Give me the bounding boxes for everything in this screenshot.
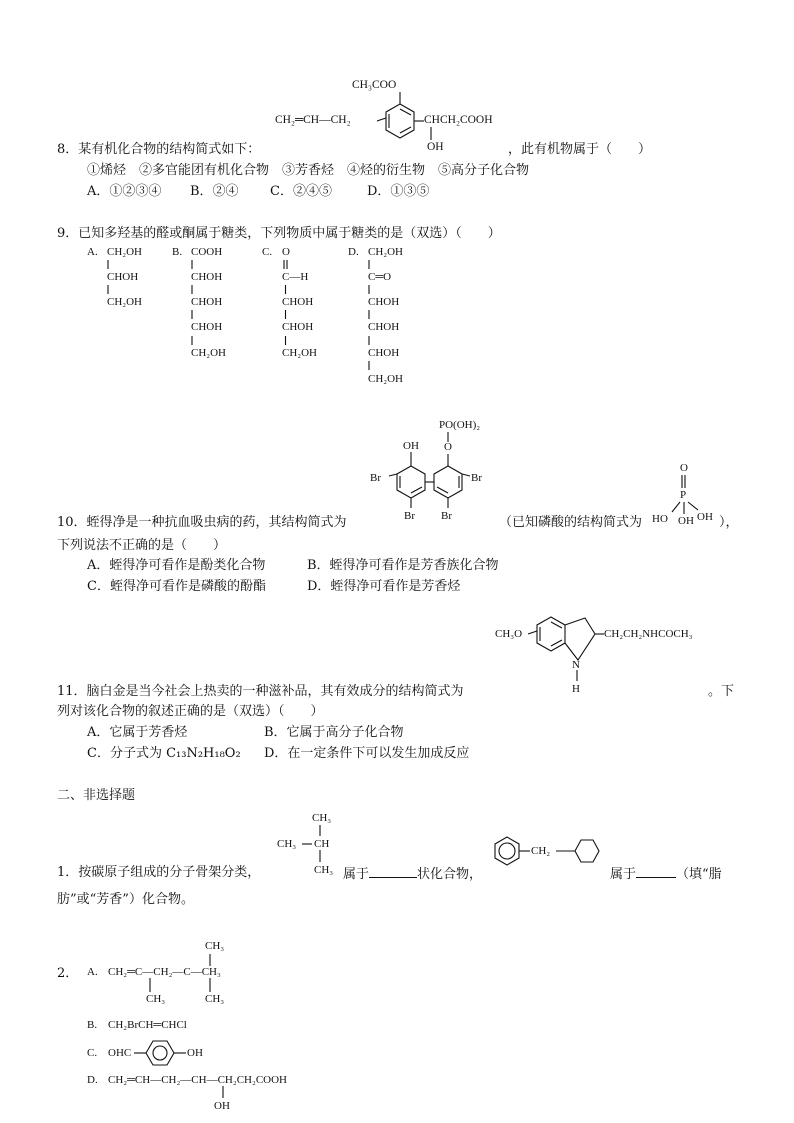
label-text: 属于: [610, 867, 637, 882]
oxygen-atom: O: [282, 246, 290, 258]
methyl-branch: CH₃: [146, 993, 166, 1005]
option-label: C.: [87, 1047, 98, 1059]
side-chain: CHCH₂COOH: [424, 114, 493, 126]
chain-line: CHOH: [191, 271, 223, 283]
q8-option-c[interactable]: C．②④⑤: [270, 184, 332, 199]
q8-stem-tail: ，此有机物属于（ ）: [508, 142, 652, 157]
q8-option-b[interactable]: B．②④: [190, 184, 239, 199]
chain-line: CHOH: [368, 347, 400, 359]
hydroxyl-group: OH: [697, 511, 713, 523]
bromine-atom: Br: [370, 472, 381, 484]
q10-option-d[interactable]: D．蛭得净可看作是芳香烃: [307, 579, 461, 594]
label-text: （填“脂: [676, 867, 722, 882]
q10-line2: 下列说法不正确的是（ ）: [57, 538, 227, 553]
q11-line2: 列对该化合物的叙述正确的是（双选）（ ）: [57, 704, 324, 719]
methine-group: CH: [314, 838, 330, 850]
methyl-branch: CH₃: [205, 993, 225, 1005]
methyl-branch: CH₃: [205, 940, 225, 952]
chain-line: CHOH: [191, 321, 223, 333]
chain-line: CH₂OH: [107, 246, 143, 258]
q8-stem: 8．某有机化合物的结构简式如下：: [57, 142, 261, 157]
formula-main: CH₂═C—CH₂—C—CH₃: [108, 966, 221, 978]
chain-line: CH₂OH: [107, 296, 143, 308]
option-label: D.: [348, 246, 359, 258]
bromine-atom: Br: [404, 510, 415, 522]
option-label: C.: [262, 246, 273, 258]
phosphorus-atom: P: [680, 489, 687, 501]
bromine-atom: Br: [441, 510, 452, 522]
chain-line: CHOH: [191, 296, 223, 308]
q11-stem: 11．脑白金是当今社会上热卖的一种滋补品，其有效成分的结构简式为: [57, 684, 464, 699]
option-label: A.: [87, 246, 98, 258]
bromine-atom: Br: [471, 472, 482, 484]
oxygen-atom: O: [680, 462, 688, 474]
methylene-group: CH₂: [531, 845, 551, 857]
hydroxyl-group: HO: [652, 513, 668, 525]
q11-option-b[interactable]: B．它属于高分子化合物: [264, 725, 404, 740]
q10-option-b[interactable]: B．蛭得净可看作是芳香族化合物: [307, 558, 499, 573]
chain-line: CH₂OH: [191, 347, 227, 359]
methyl-group: CH₃: [314, 864, 334, 876]
label-text: 属于: [343, 867, 370, 882]
aldehyde-group: OHC: [108, 1047, 132, 1059]
methyl-group: CH₃: [277, 838, 297, 850]
formula-main: CH₂═CH—CH₂—CH—CH₂CH₂COOH: [108, 1074, 287, 1086]
chain-line: CHOH: [368, 296, 400, 308]
option-label: B.: [87, 1019, 98, 1031]
hydroxyl-group: OH: [427, 141, 444, 153]
chain-line: COOH: [191, 246, 223, 258]
q10-stem: 10．蛭得净是一种抗血吸虫病的药，其结构简式为: [57, 515, 347, 530]
q10-option-a[interactable]: A．蛭得净可看作是酚类化合物: [87, 558, 266, 573]
hydroxyl-group: OH: [187, 1047, 203, 1059]
side-chain: CH₂CH₂NHCOCH₃: [604, 628, 693, 640]
q11-option-a[interactable]: A．它属于芳香烃: [87, 725, 188, 740]
q11-option-d[interactable]: D．在一定条件下可以发生加成反应: [264, 746, 470, 761]
methyl-group: CH₃: [312, 812, 332, 824]
acetoxy-group: CH₃COO: [352, 79, 397, 91]
q8-option-d[interactable]: D．①③⑤: [367, 184, 430, 199]
chain-line: CH₂OH: [368, 246, 404, 258]
q10-stem-close: ），: [719, 515, 739, 530]
s2-q1-line2: 肪”或“芳香”）化合物。: [57, 892, 194, 907]
label-text: 状化合物，: [417, 867, 483, 882]
chain-line: CHOH: [107, 271, 139, 283]
q11-stem-tail: 。下: [708, 684, 735, 699]
chain-line: C—H: [282, 271, 309, 283]
vinyl-chain: CH₂═CH—CH₂: [275, 114, 351, 126]
chain-line: CH₂OH: [368, 373, 404, 385]
formula-main: CH₂BrCH═CHCl: [108, 1019, 187, 1031]
chain-line: CH₂OH: [282, 347, 318, 359]
methoxy-group: CH₃O: [495, 628, 523, 640]
chain-line: CHOH: [282, 296, 314, 308]
q9-stem: 9．已知多羟基的醛或酮属于糖类，下列物质中属于糖类的是（双选）（ ）: [57, 226, 501, 241]
s2-q1-stem: 1．按碳原子组成的分子骨架分类，: [57, 865, 261, 880]
chain-line: C═O: [368, 271, 392, 283]
hydroxyl-group: OH: [678, 515, 694, 527]
chain-line: CHOH: [368, 321, 400, 333]
hydrogen-atom: H: [572, 683, 580, 695]
q11-option-c[interactable]: C．分子式为 C₁₃N₂H₁₈O₂: [87, 746, 241, 761]
q10-stem-tail: （已知磷酸的结构简式为: [499, 515, 643, 530]
q10-option-c[interactable]: C．蛭得净可看作是磷酸的酚酯: [87, 579, 266, 594]
chain-line: CHOH: [282, 321, 314, 333]
hydroxyl-group: OH: [403, 440, 419, 452]
nitrogen-atom: N: [572, 659, 580, 671]
ether-oxygen: O: [444, 441, 452, 453]
section-title: 二、非选择题: [57, 788, 136, 803]
s2-q2-label: 2．: [57, 966, 79, 981]
option-label: B.: [172, 246, 183, 258]
option-label: D.: [87, 1074, 98, 1086]
hydroxyl-group: OH: [214, 1100, 230, 1112]
phosphate-group: PO(OH)₂: [439, 419, 481, 431]
option-label: A.: [87, 966, 98, 978]
q8-option-a[interactable]: A．①②③④: [87, 184, 162, 199]
q8-items: ①烯烃 ②多官能团有机化合物 ③芳香烃 ④烃的衍生物 ⑤高分子化合物: [87, 163, 530, 178]
